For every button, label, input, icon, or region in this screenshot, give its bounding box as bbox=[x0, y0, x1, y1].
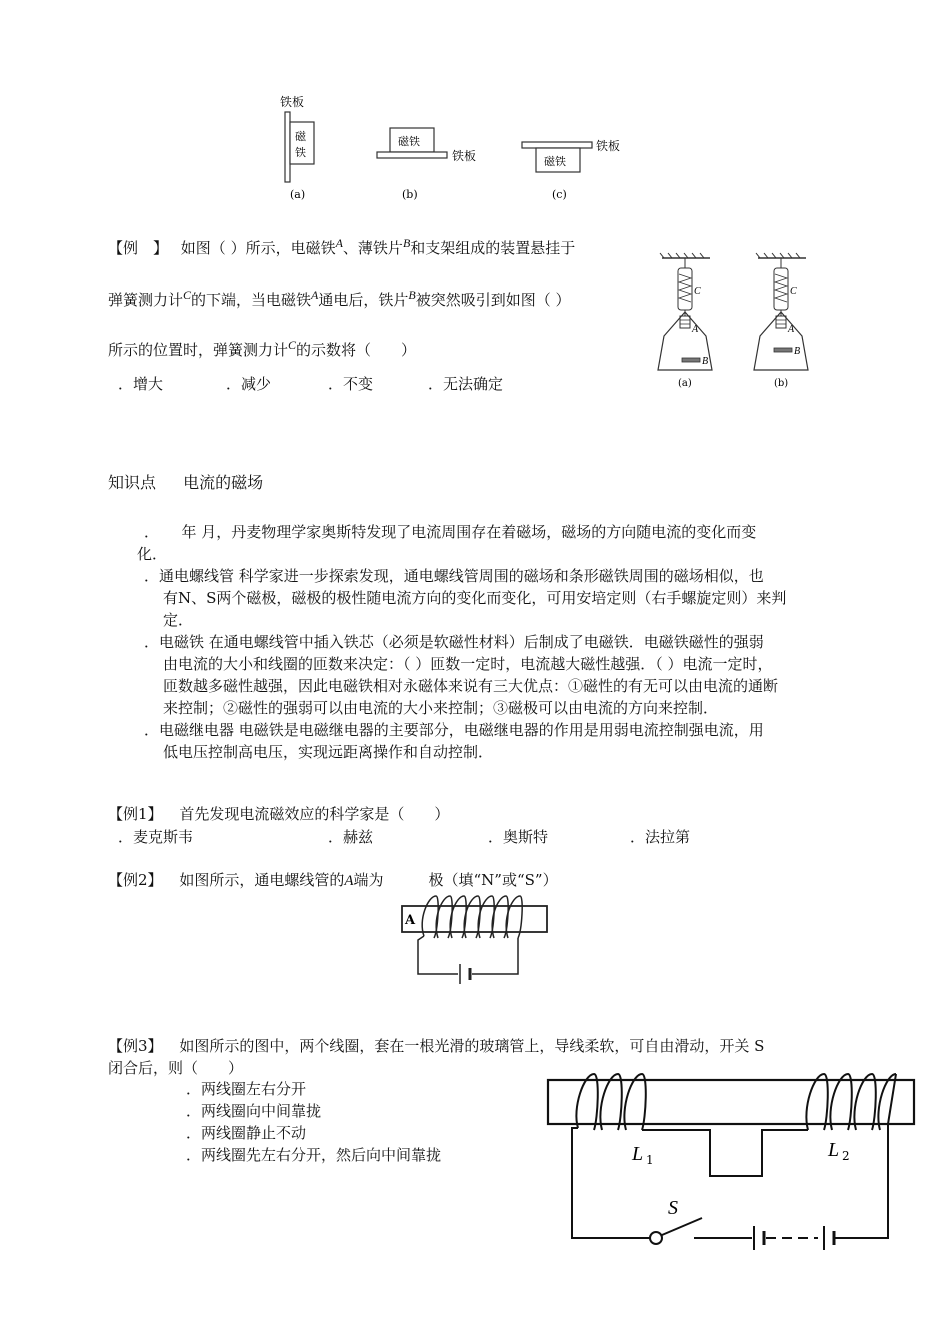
example0-option-a: ．增大 bbox=[118, 375, 164, 393]
svg-text:C: C bbox=[790, 286, 797, 297]
knowledge-p3-line4: 来控制；②磁性的强弱可以由电流的大小来控制；③磁极可以由电流的方向来控制． bbox=[163, 699, 719, 717]
svg-text:B: B bbox=[794, 346, 801, 357]
example3-option-a: ．两线圈左右分开 bbox=[186, 1080, 307, 1098]
knowledge-p2-line3: 定． bbox=[163, 611, 194, 629]
example3-tag: 【例3】 bbox=[108, 1037, 163, 1055]
example0-tag: 【例 】 bbox=[108, 239, 169, 257]
example3-option-d: ．两线圈先左右分开，然后向中间靠拢 bbox=[186, 1146, 442, 1164]
fig-c-caption: (c) bbox=[552, 188, 567, 201]
example0-option-d: ．无法确定 bbox=[428, 375, 504, 393]
fig-a-iron-plate bbox=[285, 112, 290, 182]
fig-c-magnet-label: 磁铁 bbox=[544, 155, 566, 168]
example1-option-c: ．奥斯特 bbox=[488, 828, 549, 846]
example0-option-b: ．减少 bbox=[226, 375, 272, 393]
fig-a-iron-label: 铁板 bbox=[280, 95, 305, 109]
knowledge-p2-line2: 有N、S两个磁极，磁极的极性随电流方向的变化而变化，可用安培定则（右手螺旋定则）来判 bbox=[163, 589, 787, 607]
example0-option-c: ．不变 bbox=[328, 375, 374, 393]
svg-text:L: L bbox=[828, 1139, 840, 1161]
switch-s bbox=[650, 1232, 662, 1244]
fig-b-iron-label: 铁板 bbox=[452, 149, 477, 163]
fig-c-iron-plate bbox=[522, 142, 592, 148]
knowledge-p4-line2: 低电压控制高电压，实现远距离操作和自动控制． bbox=[163, 743, 494, 761]
fig-b-caption: (b) bbox=[402, 188, 418, 201]
fig-b-magnet-label: 磁铁 bbox=[398, 135, 420, 148]
svg-text:(a): (a) bbox=[678, 378, 692, 389]
example0-line2: 弹簧测力计$^C$的下端，当电磁铁$^A$通电后，铁片$^B$被突然吸引到如图（ ） bbox=[108, 288, 571, 309]
svg-text:L: L bbox=[632, 1143, 644, 1165]
example2-question: 【例2】 如图所示，通电螺线管的A端为 极（填“N”或“S”） bbox=[108, 871, 558, 889]
knowledge-p1-line2: 化． bbox=[137, 545, 168, 563]
example3-line1: 【例3】 如图所示的图中，两个线圈，套在一根光滑的玻璃管上，导线柔软，可自由滑动，开关 S bbox=[108, 1037, 765, 1055]
example3-option-b: ．两线圈向中间靠拢 bbox=[186, 1102, 322, 1120]
svg-text:A: A bbox=[692, 324, 699, 335]
svg-text:C: C bbox=[694, 286, 701, 297]
solenoid-figure bbox=[396, 890, 558, 992]
knowledge-title: 电流的磁场 bbox=[183, 473, 264, 492]
example1-option-a: ．麦克斯韦 bbox=[118, 828, 194, 846]
fig-a-caption: (a) bbox=[290, 188, 306, 201]
spring-scale-a bbox=[658, 253, 712, 389]
svg-text:1: 1 bbox=[646, 1153, 654, 1167]
svg-text:S: S bbox=[668, 1197, 678, 1219]
svg-text:A: A bbox=[405, 913, 416, 928]
two-coils-figure bbox=[542, 1068, 920, 1258]
svg-text:A: A bbox=[788, 324, 795, 335]
knowledge-p3-line2: 由电流的大小和线圈的匝数来决定：（ ）匝数一定时，电流越大磁性越强．（ ）电流一定时， bbox=[163, 655, 773, 673]
solenoid-core bbox=[402, 906, 547, 932]
knowledge-heading bbox=[108, 470, 263, 493]
example3-line2: 闭合后，则（ ） bbox=[108, 1059, 244, 1077]
knowledge-p3-line3: 匝数越多磁性越强，因此电磁铁相对永磁体来说有三大优点：①磁性的有无可以由电流的通断 bbox=[163, 677, 779, 695]
fig-a-magnet-label-top: 磁 bbox=[295, 130, 306, 143]
spring-scale-figure bbox=[650, 252, 820, 390]
knowledge-p4-line1: ．电磁继电器 电磁铁是电磁继电器的主要部分，电磁继电器的作用是用弱电流控制强电流，用 bbox=[144, 721, 764, 739]
example3-option-c: ．两线圈静止不动 bbox=[186, 1124, 307, 1142]
svg-text:(b): (b) bbox=[774, 378, 789, 389]
example0-line3: 所示的位置时，弹簧测力计$^C$的示数将（ ） bbox=[108, 338, 417, 359]
example0-line1: 【例 】 如图（ ）所示，电磁铁$^A$、薄铁片$^B$和支架组成的装置悬挂于 bbox=[108, 236, 576, 257]
example1-option-d: ．法拉第 bbox=[630, 828, 691, 846]
svg-text:2: 2 bbox=[842, 1149, 850, 1163]
fig-c-iron-label: 铁板 bbox=[596, 139, 621, 153]
example1-option-b: ．赫兹 bbox=[328, 828, 374, 846]
fig-b-iron-plate bbox=[377, 152, 447, 158]
knowledge-p1-line1: ． 年 月，丹麦物理学家奥斯特发现了电流周围存在着磁场，磁场的方向随电流的变化而变 bbox=[144, 523, 757, 541]
fig-a-magnet-label-bottom: 铁 bbox=[295, 146, 306, 159]
knowledge-p2-line1: ．通电螺线管 科学家进一步探索发现，通电螺线管周围的磁场和条形磁铁周围的磁场相似，也 bbox=[144, 567, 764, 585]
example1-question: 【例1】 首先发现电流磁效应的科学家是（ ） bbox=[108, 805, 450, 823]
example1-tag: 【例1】 bbox=[108, 805, 163, 823]
knowledge-p3-line1: ．电磁铁 在通电螺线管中插入铁芯（必须是软磁性材料）后制成了电磁铁．电磁铁磁性的强弱 bbox=[144, 633, 764, 651]
example2-tag: 【例2】 bbox=[108, 871, 163, 889]
magnet-plates-figure bbox=[270, 90, 640, 205]
spring-scale-b bbox=[754, 253, 808, 389]
svg-text:B: B bbox=[702, 356, 709, 367]
glass-tube bbox=[548, 1080, 914, 1124]
knowledge-prefix: 知识点 bbox=[108, 473, 157, 492]
